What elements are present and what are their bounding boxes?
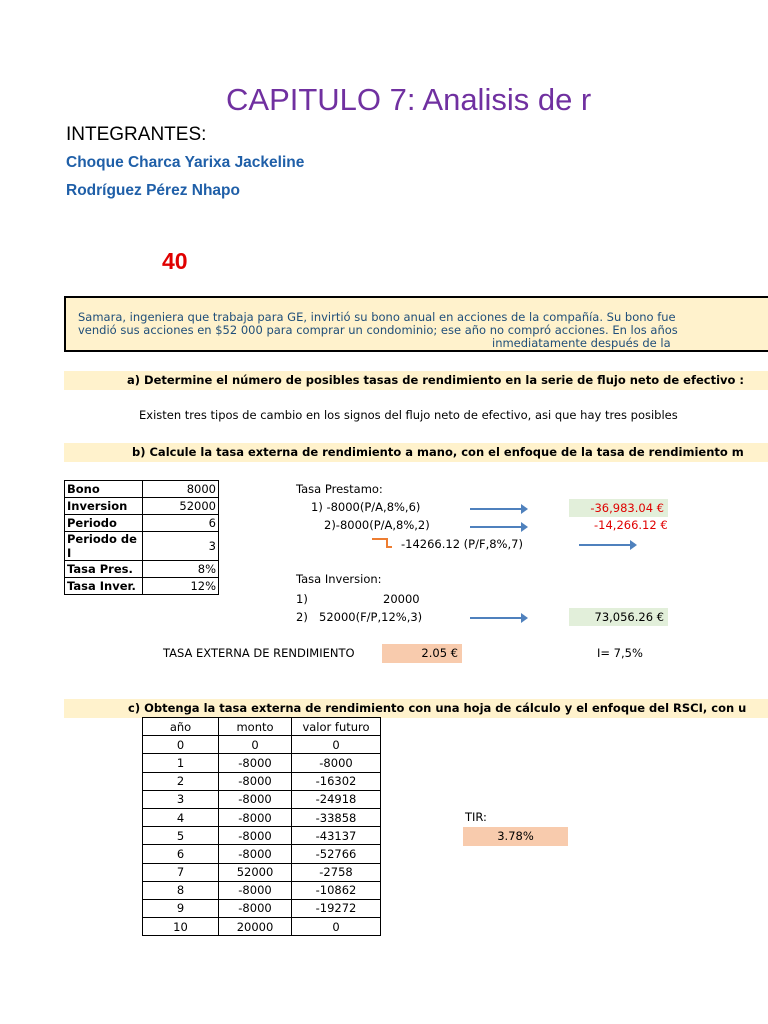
param-key: Periodo	[65, 515, 143, 532]
table-row	[143, 863, 381, 881]
arrow-right-icon	[470, 508, 526, 510]
answer-a-text: Existen tres tipos de cambio en los signos del flujo neto de efectivo, asi que hay tres posibles	[139, 408, 678, 422]
table-row	[143, 827, 381, 845]
future-value-cell: -24918	[292, 790, 381, 808]
amount-cell: -8000	[219, 754, 292, 772]
param-key: Bono	[65, 481, 143, 498]
inversion-item-number: 1)	[296, 592, 308, 606]
prestamo-formula-1: 1) -8000(P/A,8%,6)	[311, 500, 421, 514]
question-a-text: a) Determine el número de posibles tasas de rendimiento en la serie de flujo neto de efectivo :	[127, 373, 745, 387]
table-row	[65, 561, 219, 578]
tir-value: 3.78%	[463, 827, 568, 846]
table-header-row	[143, 718, 381, 736]
problem-text-line: inmediatamente después de la	[492, 336, 671, 350]
question-b-band	[64, 443, 768, 462]
year-cell: 0	[143, 736, 219, 754]
member-name: Rodríguez Pérez Nhapo	[66, 182, 240, 199]
arrow-right-icon	[579, 544, 635, 546]
year-cell: 3	[143, 790, 219, 808]
year-cell: 7	[143, 863, 219, 881]
table-row	[143, 808, 381, 826]
param-value: 6	[143, 515, 219, 532]
column-header: monto	[219, 718, 292, 736]
amount-cell: 52000	[219, 863, 292, 881]
year-cell: 4	[143, 808, 219, 826]
amount-cell: -8000	[219, 808, 292, 826]
table-row	[65, 481, 219, 498]
table-row	[65, 578, 219, 595]
amount-cell: -8000	[219, 827, 292, 845]
prestamo-formula-2: 2)-8000(P/A,8%,2)	[324, 518, 430, 532]
question-c-band	[64, 699, 768, 718]
elbow-arrow-icon	[386, 546, 392, 548]
future-value-cell: -19272	[292, 899, 381, 917]
amount-cell: -8000	[219, 772, 292, 790]
parameters-table	[64, 480, 219, 595]
table-row	[143, 754, 381, 772]
table-row	[65, 532, 219, 561]
question-b-text: b) Calcule la tasa externa de rendimiento a mano, con el enfoque de la tasa de rendimiento m	[132, 445, 744, 459]
param-value: 3	[143, 532, 219, 561]
problem-number: 40	[162, 248, 188, 274]
year-cell: 10	[143, 918, 219, 936]
amount-cell: -8000	[219, 881, 292, 899]
year-cell: 9	[143, 899, 219, 917]
param-key: Periodo de I	[65, 532, 143, 561]
year-cell: 5	[143, 827, 219, 845]
inversion-formula-2: 52000(F/P,12%,3)	[319, 610, 423, 624]
future-value-cell: -16302	[292, 772, 381, 790]
prestamo-formula-3: -14266.12 (P/F,8%,7)	[401, 537, 523, 551]
column-header: año	[143, 718, 219, 736]
amount-cell: 0	[219, 736, 292, 754]
question-c-text: c) Obtenga la tasa externa de rendimiento con una hoja de cálculo y el enfoque del RSCI, con u	[128, 701, 747, 715]
param-value: 52000	[143, 498, 219, 515]
table-row	[65, 515, 219, 532]
prestamo-result-1: -36,983.04 €	[569, 499, 668, 517]
problem-statement-box	[64, 296, 768, 352]
amount-cell: -8000	[219, 790, 292, 808]
inversion-label: Tasa Inversion:	[296, 572, 382, 586]
arrow-right-icon	[470, 617, 526, 619]
table-row	[143, 772, 381, 790]
future-value-cell: -2758	[292, 863, 381, 881]
question-a-band	[64, 371, 768, 390]
table-row	[143, 845, 381, 863]
prestamo-label: Tasa Prestamo:	[296, 482, 383, 496]
cashflow-table	[142, 717, 381, 936]
column-header: valor futuro	[292, 718, 381, 736]
param-key: Inversion	[65, 498, 143, 515]
future-value-cell: 0	[292, 918, 381, 936]
year-cell: 6	[143, 845, 219, 863]
tir-label: TIR:	[465, 810, 487, 824]
interest-rate-label: I= 7,5%	[597, 646, 643, 660]
inversion-value-1: 20000	[383, 592, 420, 606]
arrow-right-icon	[470, 526, 526, 528]
member-name: Choque Charca Yarixa Jackeline	[66, 154, 305, 171]
problem-text-line: Samara, ingeniera que trabaja para GE, invirtió su bono anual en acciones de la compañía. Su bono fue	[78, 310, 676, 324]
year-cell: 1	[143, 754, 219, 772]
amount-cell: -8000	[219, 845, 292, 863]
future-value-cell: -52766	[292, 845, 381, 863]
problem-text-line: vendió sus acciones en $52 000 para comprar un condominio; ese año no compró acciones. En los años	[78, 323, 678, 337]
future-value-cell: -8000	[292, 754, 381, 772]
table-row	[143, 918, 381, 936]
year-cell: 8	[143, 881, 219, 899]
param-key: Tasa Pres.	[65, 561, 143, 578]
param-value: 8000	[143, 481, 219, 498]
table-row	[143, 736, 381, 754]
amount-cell: -8000	[219, 899, 292, 917]
ter-label: TASA EXTERNA DE RENDIMIENTO	[163, 646, 355, 660]
future-value-cell: -10862	[292, 881, 381, 899]
param-key: Tasa Inver.	[65, 578, 143, 595]
inversion-result: 73,056.26 €	[569, 608, 668, 626]
param-value: 12%	[143, 578, 219, 595]
param-value: 8%	[143, 561, 219, 578]
table-row	[65, 498, 219, 515]
table-row	[143, 881, 381, 899]
ter-value: 2.05 €	[382, 644, 462, 663]
integrantes-label: INTEGRANTES:	[66, 124, 207, 145]
page-title: CAPITULO 7: Analisis de r	[226, 82, 592, 117]
future-value-cell: 0	[292, 736, 381, 754]
table-row	[143, 899, 381, 917]
table-row	[143, 790, 381, 808]
amount-cell: 20000	[219, 918, 292, 936]
future-value-cell: -43137	[292, 827, 381, 845]
future-value-cell: -33858	[292, 808, 381, 826]
inversion-item-number: 2)	[296, 610, 308, 624]
prestamo-result-2: -14,266.12 €	[594, 518, 668, 532]
year-cell: 2	[143, 772, 219, 790]
